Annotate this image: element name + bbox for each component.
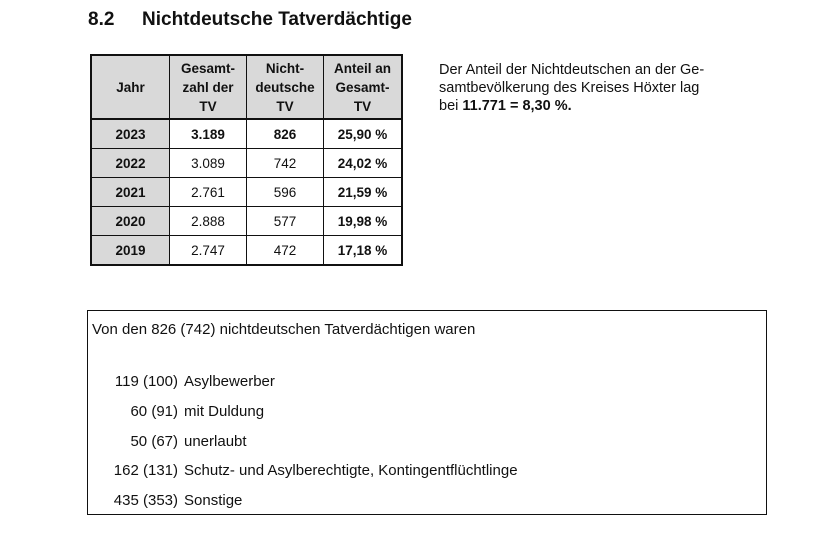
breakdown-label: unerlaubt (184, 433, 247, 450)
table-row (91, 207, 402, 236)
cell-total: 3.089 (170, 149, 247, 178)
breakdown-intro: Von den 826 (742) nichtdeutschen Tatverdächtigen waren (92, 321, 476, 338)
breakdown-label: Schutz- und Asylberechtigte, Kontingentflüchtlinge (184, 462, 518, 479)
breakdown-item (88, 403, 264, 420)
header-share: Anteil an Gesamt- TV (324, 55, 403, 119)
cell-foreign: 577 (247, 207, 324, 236)
table-row (91, 119, 402, 149)
share-info-text (439, 61, 769, 115)
breakdown-count: 435 (353) (113, 492, 178, 509)
info-highlight: 11.771 = 8,30 %. (462, 98, 572, 114)
section-title: Nichtdeutsche Tatverdächtige (142, 9, 412, 30)
breakdown-item (88, 462, 518, 479)
cell-foreign: 472 (247, 236, 324, 266)
breakdown-count: 119 (100) (114, 373, 178, 390)
cell-share: 19,98 % (324, 207, 403, 236)
breakdown-label: Asylbewerber (184, 373, 275, 390)
info-line (439, 97, 769, 115)
cell-total: 2.888 (170, 207, 247, 236)
cell-share: 25,90 % (324, 119, 403, 149)
breakdown-item (88, 492, 242, 509)
breakdown-count: 162 (131) (113, 462, 178, 479)
cell-year: 2019 (91, 236, 170, 266)
breakdown-count: 60 (91) (130, 403, 178, 420)
header-foreign: Nicht- deutsche TV (247, 55, 324, 119)
info-prefix: bei (439, 98, 463, 114)
breakdown-box (87, 310, 767, 515)
header-year: Jahr (91, 55, 170, 119)
cell-share: 24,02 % (324, 149, 403, 178)
cell-foreign: 742 (247, 149, 324, 178)
cell-total: 3.189 (170, 119, 247, 149)
cell-year: 2022 (91, 149, 170, 178)
table-header-row (91, 55, 402, 119)
cell-total: 2.761 (170, 178, 247, 207)
cell-total: 2.747 (170, 236, 247, 266)
header-total: Gesamt- zahl der TV (170, 55, 247, 119)
breakdown-item (88, 433, 247, 450)
breakdown-item (88, 373, 275, 390)
table-row (91, 236, 402, 266)
cell-foreign: 826 (247, 119, 324, 149)
table-row (91, 149, 402, 178)
breakdown-count: 50 (67) (130, 433, 178, 450)
statistics-table (90, 54, 403, 266)
table-row (91, 178, 402, 207)
cell-year: 2020 (91, 207, 170, 236)
cell-year: 2021 (91, 178, 170, 207)
cell-share: 17,18 % (324, 236, 403, 266)
breakdown-label: mit Duldung (184, 403, 265, 420)
info-line: Der Anteil der Nichtdeutschen an der Ge- (439, 62, 705, 78)
cell-share: 21,59 % (324, 178, 403, 207)
section-heading (88, 9, 412, 31)
cell-foreign: 596 (247, 178, 324, 207)
breakdown-label: Sonstige (184, 492, 243, 509)
cell-year: 2023 (91, 119, 170, 149)
section-number: 8.2 (88, 9, 115, 30)
info-line: samtbevölkerung des Kreises Höxter lag (439, 80, 700, 96)
